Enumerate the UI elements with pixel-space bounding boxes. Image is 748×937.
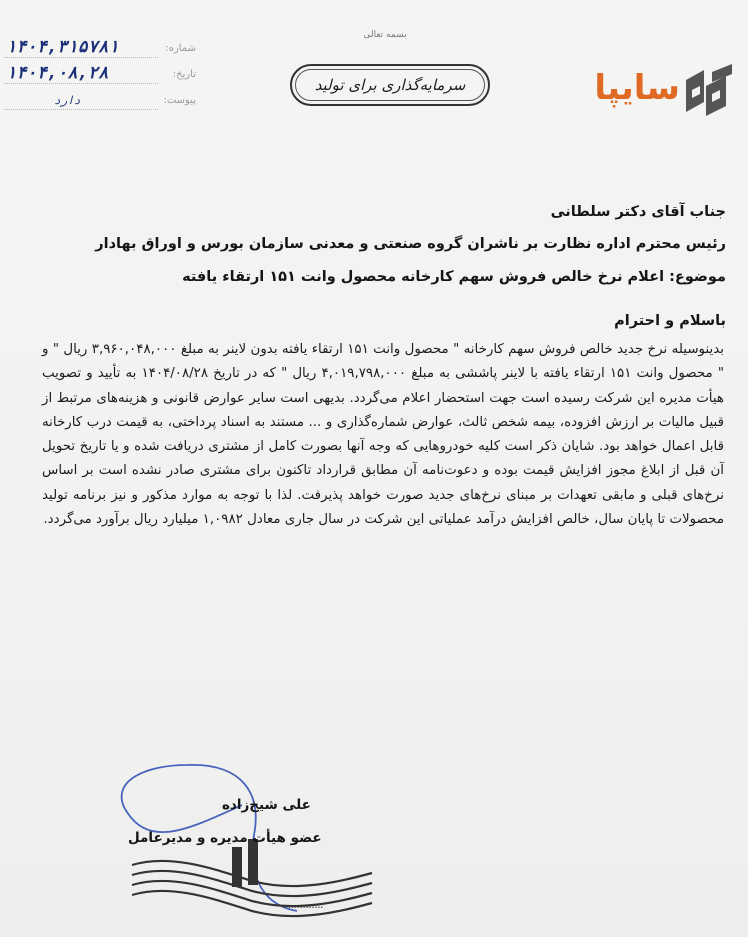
letter-meta xyxy=(4,36,204,114)
addressee: جناب آقای دکتر سلطانی xyxy=(550,204,726,220)
letter-body: بدینوسیله نرخ جدید خالص فروش سهم کارخانه " محصول وانت ۱۵۱ ارتقاء یافته بدون لاینر به مبلغ ۳,۹۶۰,۰۴۸,۰۰۰ ریال " و " محصول وانت ۱۵۱ ارتقاء یافته با لاینر پاششی به مبلغ ۴,۰۱۹,۷۹۸,۰۰۰ ریال " که در تاریخ ۱۴۰۴/۰۸/۲۸ به تأیید و تصویب هیأت مدیره این شرکت رسیده است جهت استحضار اعلام می‌گردد. بدیهی است سایر عوارض قانونی و هزینه‌های مرتبط از قبیل مالیات بر ارزش افزوده، بیمه شخص ثالث، عوارض شماره‌گذاری و ... مستند به اسناد پرداختی، به قیمت درب کارخانه قابل اعمال خواهد بود. شایان ذکر است کلیه خودروهایی که وجه آنها بصورت کامل از مشتری دریافت شده و یا تاریخ تحویل آن قبل از ابلاغ مجوز افزایش قیمت بوده و دعوت‌نامه آن مطابق قرارداد تاکنون برای مشتری صادر نشده است بر اساس نرخ‌های قبلی و مابقی تعهدات بر مبنای نرخ‌های جدید صورت خواهد پذیرفت. لذا با توجه به موارد مذکور و نیز برنامه تولید محصولات تا پایان سال، خالص افزایش درآمد عملیاتی این شرکت در سال جاری معادل ۱,۰۹۸۲ میلیارد ریال برآورد می‌گردد. xyxy=(42,342,724,528)
greeting: باسلام و احترام xyxy=(614,313,726,329)
svg-text:••••••••••••••: •••••••••••••• xyxy=(282,905,324,911)
letter-date-row xyxy=(4,62,204,88)
number-label: شماره: xyxy=(165,43,196,54)
letter-date: ۱۴۰۴,۰۸,۲۸ xyxy=(6,63,109,83)
brand-name: سایپا xyxy=(594,68,680,108)
letter-number-row xyxy=(4,36,204,62)
bismillah-text: بسمه تعالی xyxy=(363,30,407,40)
date-label: تاریخ: xyxy=(172,69,196,80)
letter-attachment: دارد xyxy=(54,94,81,107)
saipa-brand xyxy=(578,60,738,120)
slogan-stamp: سرمایه‌گذاری برای تولید xyxy=(290,64,490,106)
signatory-name: علی شیخ‌زاده xyxy=(222,797,311,813)
letter-subject: موضوع: اعلام نرخ خالص فروش سهم کارخانه محصول وانت ۱۵۱ ارتقاء یافته xyxy=(182,269,726,285)
number-dotted-line xyxy=(4,57,158,58)
letter-attachment-row xyxy=(4,88,204,114)
date-dotted-line xyxy=(4,83,158,84)
addressee-title: رئیس محترم اداره نظارت بر ناشران گروه صنعتی و معدنی سازمان بورس و اوراق بهادار xyxy=(95,236,726,252)
attachment-dotted-line xyxy=(4,109,158,110)
letter-number: ۱۴۰۴,۳۱۵۷۸۱ xyxy=(6,37,119,57)
attachment-label: پیوست: xyxy=(163,95,196,106)
signatory-title: عضو هیأت مدیره و مدیرعامل xyxy=(128,830,322,846)
saipa-logo-icon xyxy=(682,62,736,118)
